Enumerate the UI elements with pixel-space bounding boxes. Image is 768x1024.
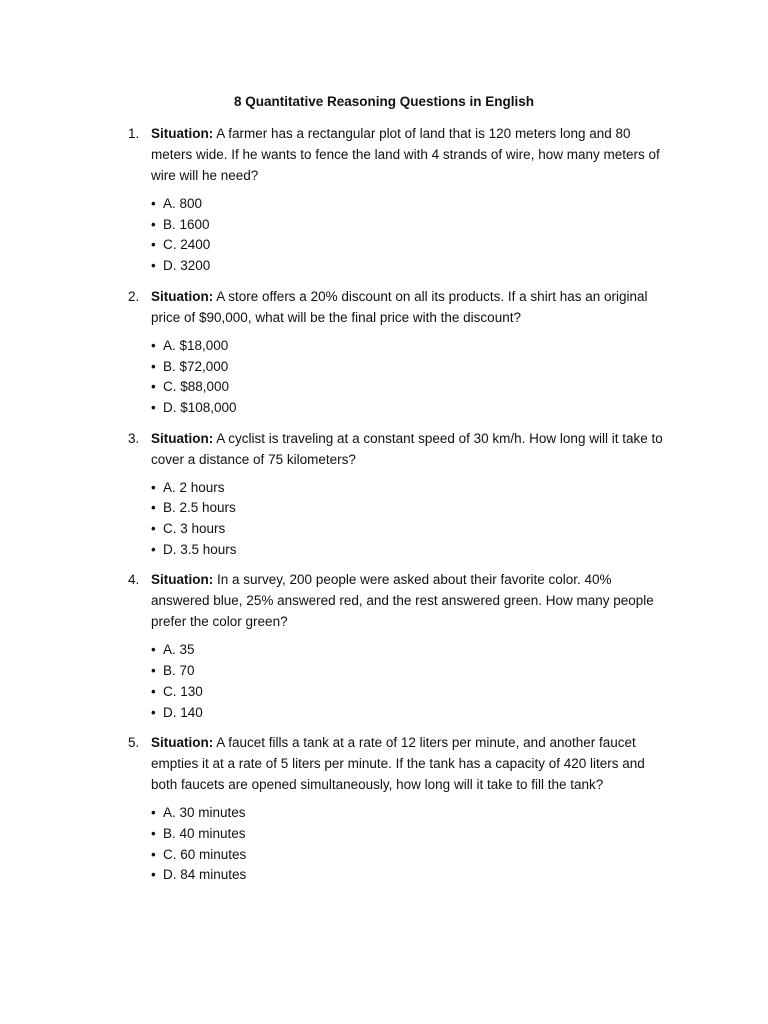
question-number: 1. <box>128 126 140 141</box>
option-item <box>151 661 768 682</box>
option-item <box>151 377 768 398</box>
question-number: 3. <box>128 430 140 446</box>
question-text: A faucet fills a tank at a rate of 12 liters per minute, and another faucet empties it at a rate of 5 liters per minute. If the tank has a capacity of 420 liters and both faucets are opened simultaneously, how long will it take to fill the tank? <box>151 735 645 793</box>
option-item <box>151 256 768 277</box>
question-text-block <box>151 428 666 470</box>
bullet-icon: • <box>151 379 156 395</box>
question-text: A farmer has a rectangular plot of land that is 120 meters long and 80 meters wide. If he wants to fence the land with 4 strands of wire, how many meters of wire will he need? <box>151 126 660 183</box>
bullet-icon: • <box>151 867 156 883</box>
question-text-block <box>151 732 666 795</box>
option-text: D. 84 minutes <box>163 867 247 883</box>
option-list <box>151 640 768 723</box>
situation-label: Situation: <box>151 735 214 751</box>
bullet-icon: • <box>151 825 156 841</box>
option-text: C. $88,000 <box>163 379 230 395</box>
question-text-block <box>151 286 666 328</box>
bullet-icon: • <box>151 704 156 720</box>
option-item <box>151 640 768 661</box>
question-list <box>0 123 768 895</box>
option-text: C. 60 minutes <box>163 846 247 862</box>
option-item <box>151 194 768 215</box>
situation-label: Situation: <box>151 288 214 304</box>
option-item <box>151 235 768 256</box>
option-text: C. 2400 <box>163 237 211 253</box>
option-item <box>151 478 768 499</box>
question-item <box>0 732 768 886</box>
bullet-icon: • <box>151 521 156 537</box>
question-text: A store offers a 20% discount on all its products. If a shirt has an original price of $90,000, what will be the final price with the discount? <box>151 288 648 325</box>
option-list <box>151 336 768 419</box>
situation-label: Situation: <box>151 572 214 588</box>
bullet-icon: • <box>151 337 156 353</box>
question-item <box>0 123 768 277</box>
option-text: D. 3200 <box>163 258 211 274</box>
question-item <box>0 286 768 419</box>
option-item <box>151 519 768 540</box>
bullet-icon: • <box>151 846 156 862</box>
question-number: 2. <box>128 288 140 304</box>
option-list <box>151 803 768 886</box>
bullet-icon: • <box>151 642 156 658</box>
option-list <box>151 194 768 277</box>
bullet-icon: • <box>151 258 156 274</box>
option-text: C. 130 <box>163 683 203 699</box>
bullet-icon: • <box>151 358 156 374</box>
situation-label: Situation: <box>151 430 214 446</box>
question-text: A cyclist is traveling at a constant speed of 30 km/h. How long will it take to cover a distance of 75 kilometers? <box>151 430 663 467</box>
bullet-icon: • <box>151 663 156 679</box>
option-text: B. 2.5 hours <box>163 500 236 516</box>
question-item <box>0 569 768 723</box>
question-number: 5. <box>128 735 140 751</box>
option-item <box>151 498 768 519</box>
bullet-icon: • <box>151 479 156 495</box>
option-text: A. 30 minutes <box>163 805 246 821</box>
situation-label: Situation: <box>151 126 214 141</box>
option-text: A. 35 <box>163 642 195 658</box>
option-item <box>151 540 768 561</box>
document-title: 8 Quantitative Reasoning Questions in English <box>233 94 535 109</box>
question-text: In a survey, 200 people were asked about their favorite color. 40% answered blue, 25% answered red, and the rest answered green. How many people prefer the color green? <box>151 572 654 630</box>
question-number: 4. <box>128 572 140 588</box>
bullet-icon: • <box>151 683 156 699</box>
question-text-block <box>151 569 666 632</box>
question-text-block <box>151 123 666 186</box>
option-item <box>151 845 768 866</box>
option-item <box>151 682 768 703</box>
option-item <box>151 398 768 419</box>
option-item <box>151 703 768 724</box>
option-item <box>151 824 768 845</box>
bullet-icon: • <box>151 500 156 516</box>
bullet-icon: • <box>151 237 156 253</box>
option-text: D. 3.5 hours <box>163 541 237 557</box>
bullet-icon: • <box>151 216 156 232</box>
option-text: B. 70 <box>163 663 195 679</box>
option-text: B. 1600 <box>163 216 210 232</box>
bullet-icon: • <box>151 399 156 415</box>
option-text: B. 40 minutes <box>163 825 246 841</box>
option-text: A. $18,000 <box>163 337 229 353</box>
bullet-icon: • <box>151 196 156 211</box>
option-item <box>151 336 768 357</box>
option-item <box>151 865 768 886</box>
option-list <box>151 478 768 561</box>
bullet-icon: • <box>151 541 156 557</box>
option-item <box>151 803 768 824</box>
option-text: A. 800 <box>163 196 203 211</box>
option-text: D. $108,000 <box>163 399 237 415</box>
question-item <box>0 428 768 561</box>
option-text: B. $72,000 <box>163 358 229 374</box>
option-item <box>151 357 768 378</box>
option-text: A. 2 hours <box>163 479 225 495</box>
option-item <box>151 215 768 236</box>
bullet-icon: • <box>151 805 156 821</box>
option-text: D. 140 <box>163 704 203 720</box>
option-text: C. 3 hours <box>163 521 226 537</box>
